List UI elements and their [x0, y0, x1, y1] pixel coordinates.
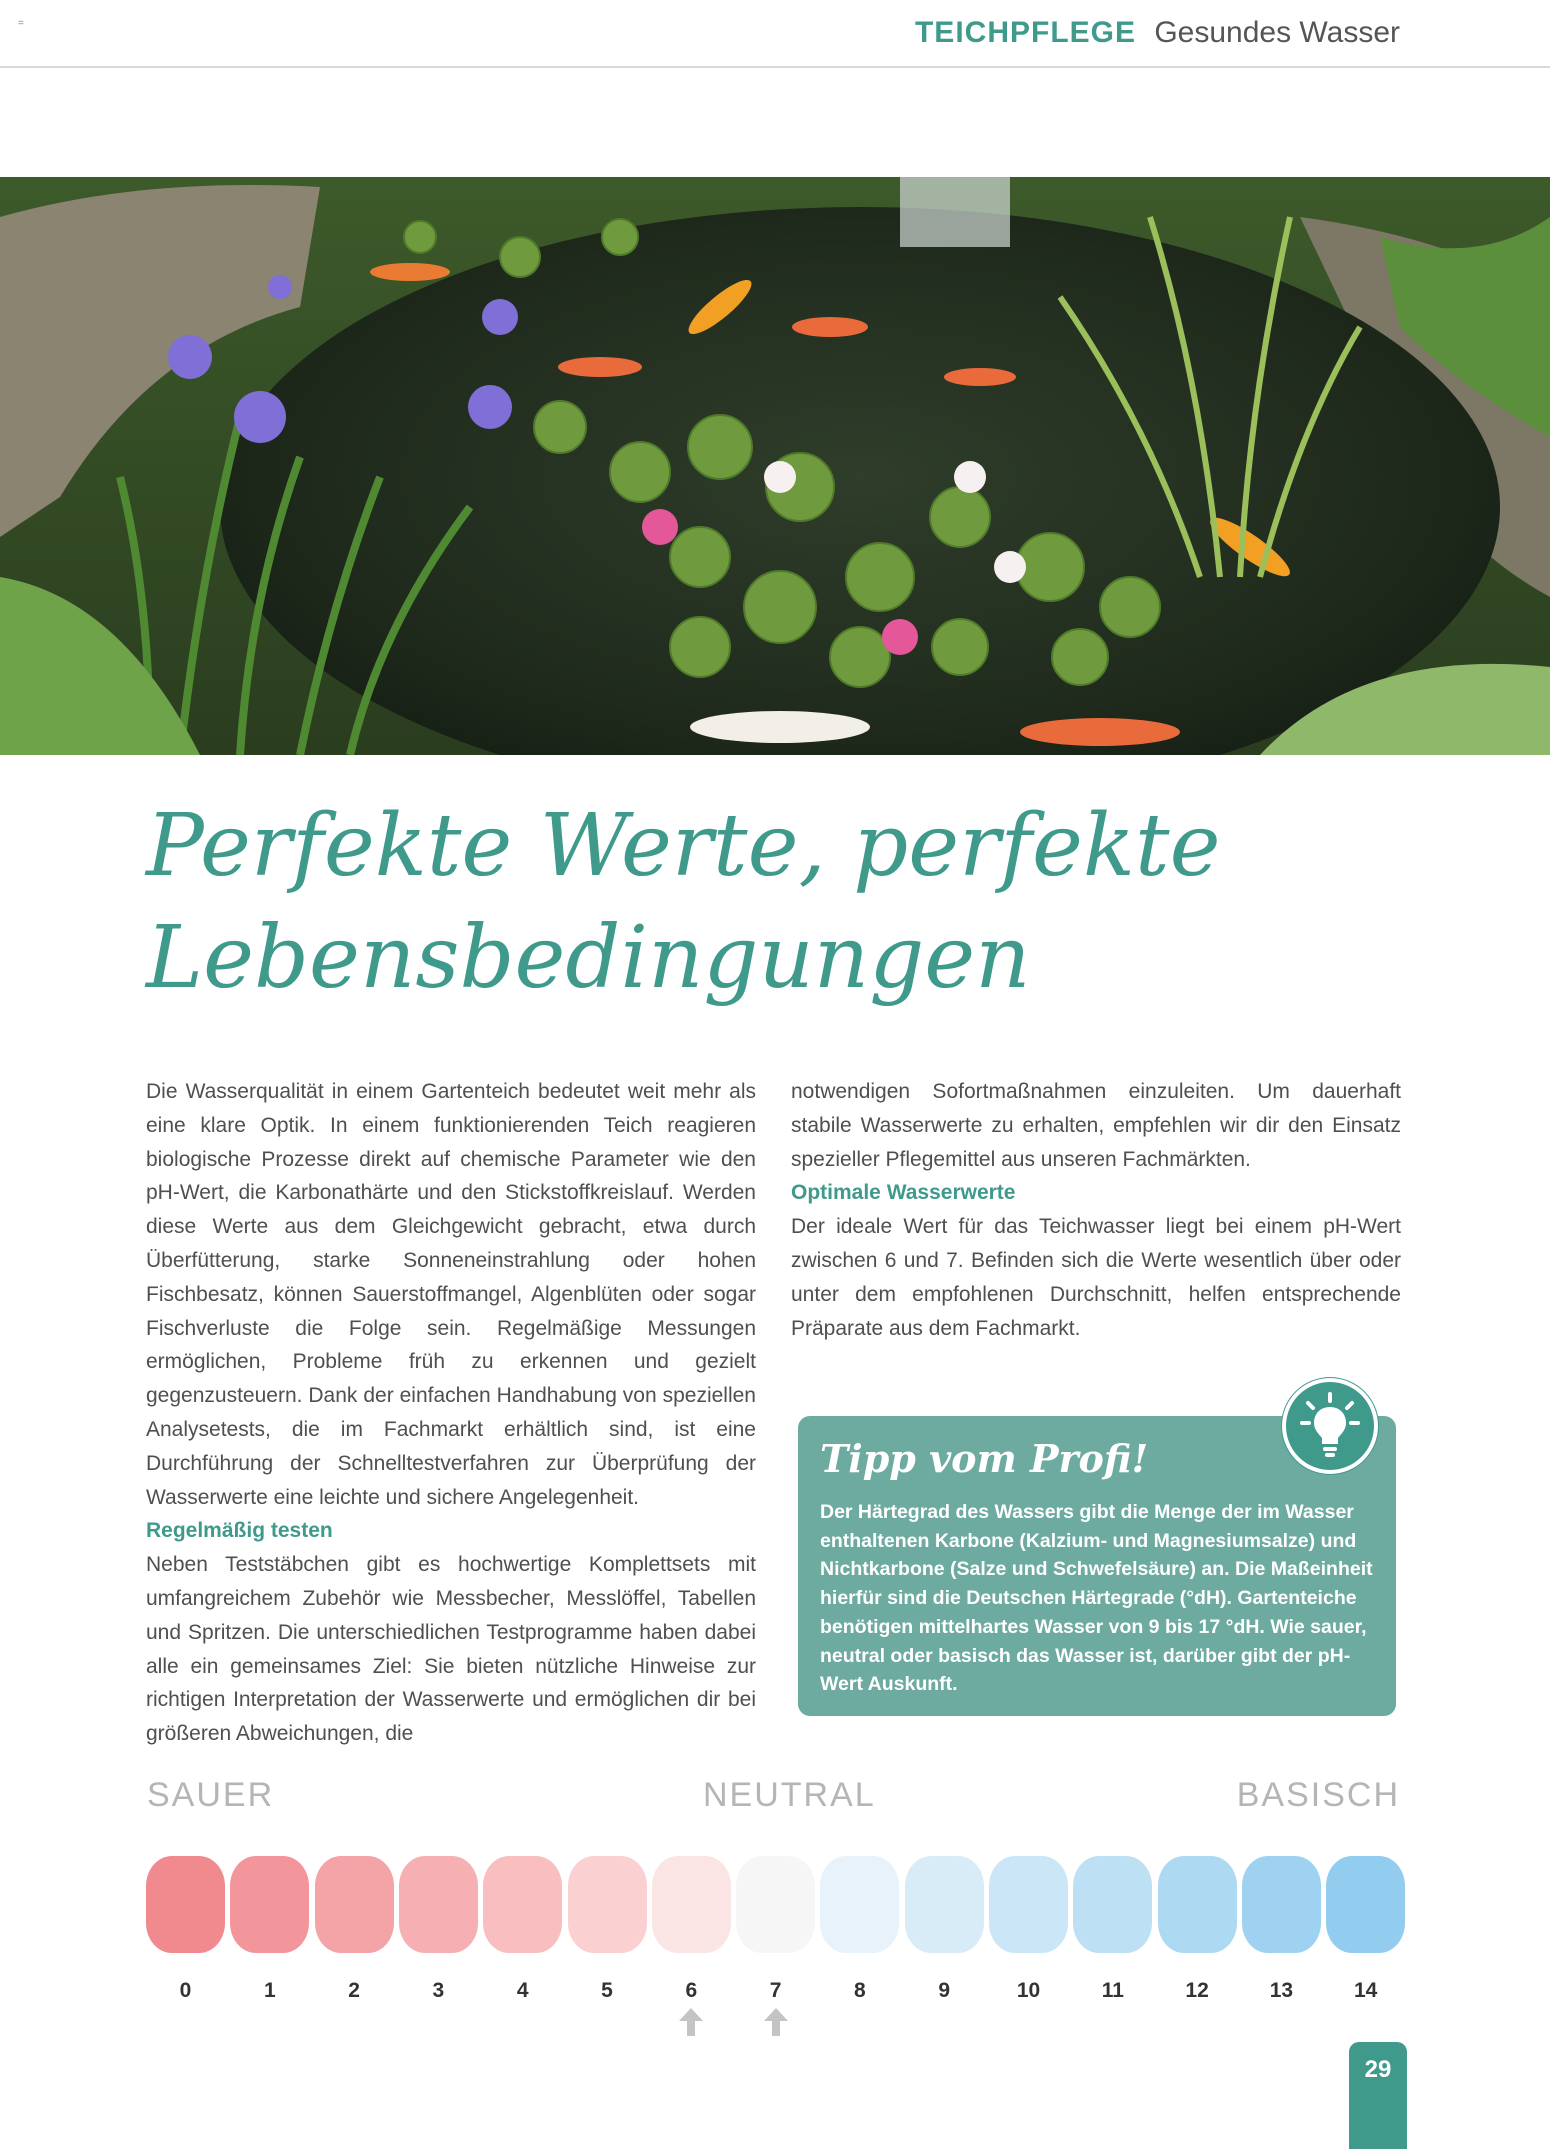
ph-value-6: 6: [685, 1979, 698, 2002]
ph-value-13: 13: [1269, 1979, 1294, 2002]
headline: [146, 790, 1221, 1014]
ph-swatch-8: [820, 1856, 899, 1953]
tip-title: Tipp vom Profi!: [820, 1436, 1149, 1481]
lightbulb-icon: [1282, 1378, 1378, 1474]
ph-swatch-2: [315, 1856, 394, 1953]
headline-line1: Perfekte Werte, perfekte: [146, 796, 1221, 896]
ph-value-11: 11: [1101, 1979, 1124, 2002]
paragraph: notwendigen Sofortmaßnahmen einzuleiten. Um dauerhaft stabile Wasserwerte zu erhalten, empfehlen wir dir den Einsatz spezieller Pflegemittel aus unseren Fachmärkten.: [791, 1080, 1401, 1171]
header-subtitle: Gesundes Wasser: [1154, 16, 1400, 49]
ph-value-7: 7: [769, 1979, 782, 2002]
scale-label-acid: SAUER: [147, 1776, 275, 1814]
ph-value-5: 5: [601, 1979, 613, 2002]
ph-swatch-13: [1242, 1856, 1321, 1953]
pond-photo: [0, 177, 1550, 755]
page-number: 29: [1349, 2042, 1407, 2149]
ph-value-8: 8: [854, 1979, 866, 2002]
article-column-right: [791, 1075, 1401, 1345]
ph-swatch-3: [399, 1856, 478, 1953]
headline-line2: Lebensbedingungen: [146, 908, 1031, 1008]
header-section: TEICHPFLEGE: [914, 16, 1136, 49]
corner-mark: =: [18, 18, 24, 29]
ph-swatch-5: [568, 1856, 647, 1953]
ph-value-3: 3: [432, 1979, 445, 2002]
up-arrow-icon: [736, 2008, 815, 2041]
subhead-optimal: Optimale Wasserwerte: [791, 1181, 1016, 1205]
tip-text: Der Härtegrad des Wassers gibt die Menge der im Wasser enthaltenen Karbone (Kalzium- und Magnesiumsalze) und Nichtkarbone (Salze und Schwefelsäure) an. Die Maßeinheit hierfür sind die Deutschen Härtegrade (°dH). Gartenteiche benötigen mittelhartes Wasser von 9 bis 17 °dH. Wie sauer, neutral oder basisch das Wasser ist, darüber gibt der pH-Wert Auskunft.: [820, 1501, 1373, 1696]
ph-value-2: 2: [348, 1979, 360, 2002]
ph-value-1: 1: [263, 1979, 276, 2002]
ph-value-10: 10: [1016, 1979, 1041, 2002]
ph-swatch-10: [989, 1856, 1068, 1953]
paragraph: Die Wasserqualität in einem Gartenteich bedeutet weit mehr als eine klare Optik. In einem funktionierenden Teich reagieren biologische Prozesse direkt auf chemische Parameter wie den pH-Wert, die Karbonathärte und den Stickstoffkreislauf. Werden diese Werte aus dem Gleichgewicht gebracht, etwa durch Überfütterung, starke Sonneneinstrahlung oder hohen Fischbesatz, können Sauerstoffmangel, Algenblüten oder sogar Fischverluste die Folge sein. Regelmäßige Messungen ermöglichen, Probleme früh zu erkennen und gezielt gegenzusteuern. Dank der einfachen Handhabung von speziellen Analysetests, die im Fachmarkt erhältlich sind, ist eine Durchführung der Schnelltestverfahren zur Überprüfung der Wasserwerte eine leichte und sichere Angelegenheit.: [146, 1080, 756, 1509]
ph-swatch-0: [146, 1856, 225, 1953]
ph-swatch-7: [736, 1856, 815, 1953]
scale-label-neutral: NEUTRAL: [703, 1776, 876, 1814]
article-column-left: [146, 1075, 756, 1751]
ph-swatch-1: [230, 1856, 309, 1953]
ph-swatch-12: [1158, 1856, 1237, 1953]
ph-swatch-11: [1073, 1856, 1152, 1953]
ph-value-0: 0: [179, 1979, 192, 2002]
subhead-testing: Regelmäßig testen: [146, 1519, 333, 1543]
ph-swatch-9: [905, 1856, 984, 1953]
ph-swatch-14: [1326, 1856, 1405, 1953]
paragraph: Der ideale Wert für das Teichwasser liegt bei einem pH-Wert zwischen 6 und 7. Befinden sich die Werte wesentlich über oder unter dem empfohlenen Durchschnitt, helfen entsprechende Präparate aus dem Fachmarkt.: [791, 1215, 1401, 1340]
scale-label-basic: BASISCH: [1236, 1776, 1400, 1814]
ph-swatch-6: [652, 1856, 731, 1953]
paragraph: Neben Teststäbchen gibt es hochwertige Komplettsets mit umfangreichem Zubehör wie Messbecher, Messlöffel, Tabellen und Spritzen. Die unterschiedlichen Testprogramme haben dabei alle ein gemeinsames Ziel: Sie bieten nützliche Hinweise zur richtigen Interpretation der Wasserwerte und ermöglichen dir bei größeren Abweichungen, die: [146, 1553, 756, 1746]
up-arrow-icon: [652, 2008, 731, 2041]
header-text: [915, 16, 1400, 50]
ph-swatch-4: [483, 1856, 562, 1953]
ph-value-4: 4: [516, 1979, 529, 2002]
ph-value-9: 9: [938, 1979, 951, 2002]
ph-value-14: 14: [1354, 1979, 1378, 2002]
ph-value-12: 12: [1185, 1979, 1209, 2002]
page-header: [0, 0, 1550, 68]
